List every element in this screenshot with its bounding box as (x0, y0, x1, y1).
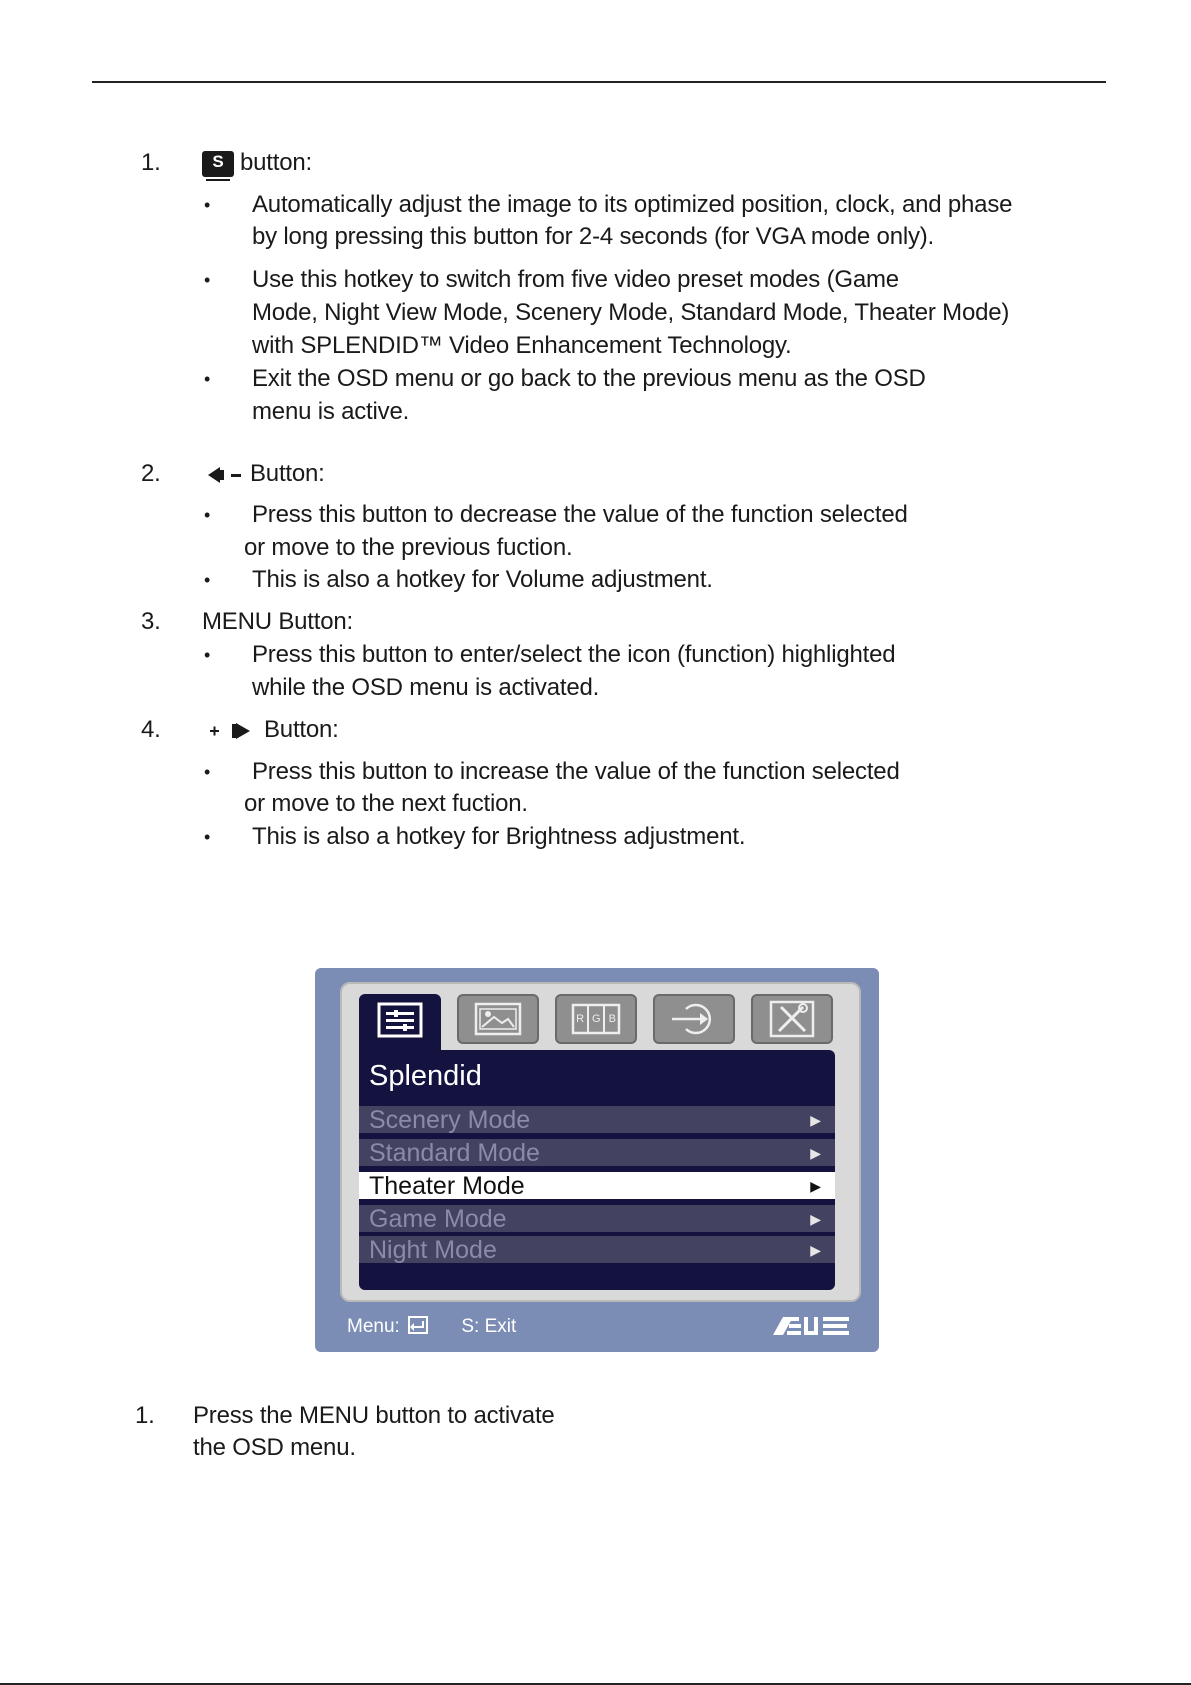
item-2-bullet-2-line-1: This is also a hotkey for Volume adjustment. (252, 566, 713, 593)
tab-splendid (359, 994, 441, 1058)
osd-row-game (359, 1203, 835, 1232)
chevron-right-icon: ▶ (810, 1178, 821, 1194)
osd-row-label: Standard Mode (369, 1139, 540, 1167)
asus-logo-mark (773, 1315, 851, 1337)
osd-row-label: Scenery Mode (369, 1106, 531, 1134)
item-1-bullet-2-line-1: Use this hotkey to switch from five video preset modes (Game (252, 266, 899, 293)
item-4-bullet-1-line-2: or move to the next fuction. (244, 790, 528, 817)
item-2-label: Button: (250, 460, 325, 487)
item-1-bullet-2-line-3: with SPLENDID™ Video Enhancement Technology. (252, 332, 792, 359)
osd-title: Splendid (369, 1060, 482, 1092)
item-3-bullet-1-line-2: while the OSD menu is activated. (252, 674, 600, 701)
brightness-plus-icon (206, 720, 258, 742)
chevron-right-icon: ▶ (810, 1211, 821, 1227)
rgb-letter-b: B (608, 1013, 616, 1025)
tab-input (653, 994, 735, 1044)
bullet-dot: • (204, 827, 211, 847)
splendid-icon (375, 1000, 425, 1040)
item-1-label: button: (240, 149, 312, 176)
bullet-dot: • (204, 762, 211, 782)
tab-color (555, 994, 637, 1044)
chevron-right-icon: ▶ (810, 1112, 821, 1128)
input-select-icon (664, 1001, 724, 1037)
bullet-dot: • (204, 505, 211, 525)
item-1-number: 1. (141, 149, 161, 176)
osd-row-label: Night Mode (369, 1236, 497, 1264)
osd-row-night (359, 1234, 835, 1263)
asus-logo (773, 1315, 851, 1342)
step-1-line-2: the OSD menu. (193, 1434, 356, 1461)
item-1-bullet-3-line-1: Exit the OSD menu or go back to the previous menu as the OSD (252, 365, 926, 392)
bullet-dot: • (204, 270, 211, 290)
step-1-line-1: Press the MENU button to activate (193, 1402, 555, 1429)
bullet-dot: • (204, 369, 211, 389)
item-4-label: Button: (264, 716, 339, 743)
s-button-icon: S (202, 151, 234, 177)
item-1-bullet-2-line-2: Mode, Night View Mode, Scenery Mode, Standard Mode, Theater Mode) (252, 299, 1010, 326)
osd-footer (347, 1315, 516, 1339)
tab-image (457, 994, 539, 1044)
osd-panel (359, 1050, 835, 1290)
osd-row-label: Game Mode (369, 1205, 507, 1233)
enter-icon (408, 1315, 432, 1335)
step-1-number: 1. (135, 1402, 155, 1429)
item-1-bullet-1-line-1: Automatically adjust the image to its optimized position, clock, and phase (252, 191, 1013, 218)
item-1-bullet-3-line-2: menu is active. (252, 398, 410, 425)
osd-row-theater-selected (359, 1170, 835, 1199)
item-2-heading (204, 458, 325, 490)
osd-footer-menu: Menu: (347, 1316, 400, 1337)
item-2-bullet-1-line-2: or move to the previous fuction. (244, 534, 573, 561)
item-2-number: 2. (141, 460, 161, 487)
item-1-bullet-1-line-2: by long pressing this button for 2-4 seconds (for VGA mode only). (252, 223, 935, 250)
osd-row-scenery (359, 1104, 835, 1133)
item-3-bullet-1-line-1: Press this button to enter/select the icon (function) highlighted (252, 641, 896, 668)
item-4-bullet-1-line-1: Press this button to increase the value of the function selected (252, 758, 900, 785)
chevron-right-icon: ▶ (810, 1145, 821, 1161)
item-4-number: 4. (141, 716, 161, 743)
item-2-bullet-1-line-1: Press this button to decrease the value of the function selected (252, 501, 908, 528)
bullet-dot: • (204, 195, 211, 215)
item-3-number: 3. (141, 608, 161, 635)
system-setup-icon (767, 999, 817, 1039)
top-rule (92, 81, 1106, 83)
chevron-right-icon: ▶ (810, 1242, 821, 1258)
item-1-heading (202, 147, 312, 179)
rgb-letter-r: R (576, 1013, 585, 1025)
bullet-dot: • (204, 645, 211, 665)
osd-menu-screenshot (315, 968, 879, 1352)
item-4-heading (206, 714, 339, 746)
osd-inner-frame (340, 982, 861, 1302)
rgb-letter-g: G (592, 1013, 601, 1025)
item-3-label: MENU Button: (202, 608, 353, 635)
osd-footer-exit: S: Exit (461, 1316, 517, 1337)
osd-row-standard (359, 1137, 835, 1166)
tab-system (751, 994, 833, 1044)
bullet-dot: • (204, 570, 211, 590)
osd-row-label: Theater Mode (369, 1172, 525, 1200)
volume-minus-icon (204, 464, 246, 486)
image-icon (470, 1001, 526, 1037)
rgb-letters (557, 996, 635, 1042)
item-4-bullet-2-line-1: This is also a hotkey for Brightness adjustment. (252, 823, 746, 850)
